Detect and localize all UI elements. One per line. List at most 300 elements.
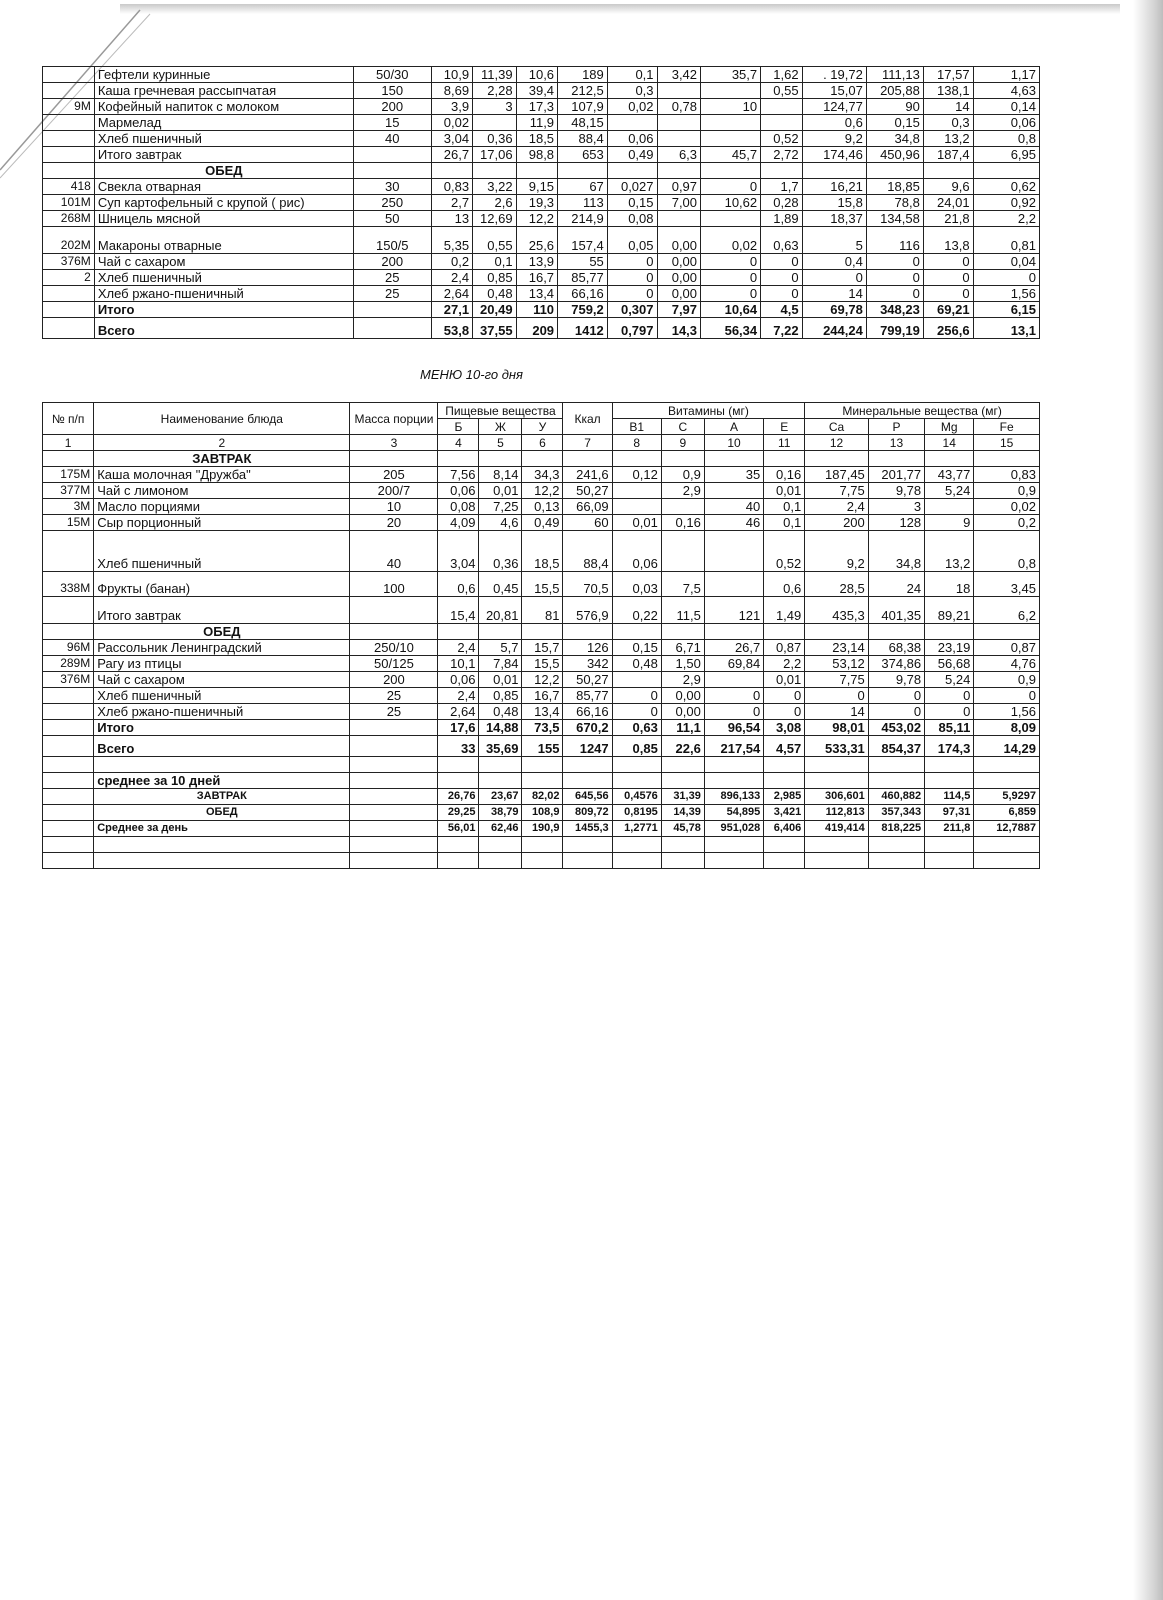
value-cell: 0,1 [764, 515, 805, 531]
row-code [43, 789, 94, 805]
value-cell: 9,6 [923, 179, 973, 195]
value-cell: 2,6 [473, 195, 517, 211]
value-cell: 15,5 [522, 656, 563, 672]
value-cell: 0 [701, 270, 761, 286]
value-cell: 116 [866, 227, 923, 254]
value-cell: 40 [704, 499, 763, 515]
value-cell: 0 [612, 688, 661, 704]
dish-name: Рагу из птицы [94, 656, 350, 672]
value-cell: 9,2 [805, 531, 869, 572]
value-cell: 13 [431, 211, 472, 227]
empty-cell [522, 624, 563, 640]
value-cell: 157,4 [558, 227, 608, 254]
portion-mass: 15 [353, 115, 431, 131]
empty-cell [438, 837, 479, 853]
value-cell: 5 [802, 227, 866, 254]
row-code [43, 147, 95, 163]
value-cell: 0 [973, 270, 1039, 286]
empty-cell [350, 837, 438, 853]
value-cell: 2,4 [805, 499, 869, 515]
value-cell: 107,9 [558, 99, 608, 115]
empty-cell [94, 837, 350, 853]
header-sub-1: Ж [479, 419, 522, 435]
portion-mass: 25 [353, 270, 431, 286]
value-cell: 187,45 [805, 467, 869, 483]
value-cell: 155 [522, 736, 563, 757]
value-cell: 951,028 [704, 821, 763, 837]
value-cell: 0,97 [657, 179, 701, 195]
empty-cell [612, 451, 661, 467]
empty-cell [805, 451, 869, 467]
value-cell: 19,3 [516, 195, 557, 211]
empty-cell [563, 757, 612, 773]
portion-mass: 200 [353, 254, 431, 270]
value-cell: 5,9297 [974, 789, 1040, 805]
empty-cell [94, 853, 350, 869]
value-cell: 0,9 [661, 467, 704, 483]
value-cell: 81 [522, 597, 563, 624]
value-cell: 10,62 [701, 195, 761, 211]
value-cell: 10,6 [516, 67, 557, 83]
value-cell: 0,55 [473, 227, 517, 254]
value-cell: 1455,3 [563, 821, 612, 837]
value-cell: 0 [974, 688, 1040, 704]
dish-name: Каша молочная "Дружба" [94, 467, 350, 483]
value-cell: 20,81 [479, 597, 522, 624]
value-cell: 0,63 [612, 720, 661, 736]
value-cell [473, 115, 517, 131]
empty-cell [805, 757, 869, 773]
value-cell: 2,9 [661, 672, 704, 688]
header-sub-0: Б [438, 419, 479, 435]
value-cell: 896,133 [704, 789, 763, 805]
value-cell: 73,5 [522, 720, 563, 736]
value-cell: 306,601 [805, 789, 869, 805]
empty-cell [563, 837, 612, 853]
value-cell: 9,78 [868, 672, 924, 688]
value-cell: 576,9 [563, 597, 612, 624]
value-cell: 2,4 [431, 270, 472, 286]
dish-name: Кофейный напиток с молоком [94, 99, 353, 115]
row-mass [350, 821, 438, 837]
value-cell: 50,27 [563, 483, 612, 499]
value-cell: 0 [805, 688, 869, 704]
row-code [43, 115, 95, 131]
portion-mass [353, 318, 431, 339]
value-cell: 113 [558, 195, 608, 211]
value-cell: 124,77 [802, 99, 866, 115]
row-code: 2 [43, 270, 95, 286]
value-cell: 56,68 [925, 656, 974, 672]
empty-cell [661, 451, 704, 467]
empty-cell [657, 163, 701, 179]
value-cell: 13,8 [923, 227, 973, 254]
value-cell: 3,04 [431, 131, 472, 147]
value-cell [612, 499, 661, 515]
portion-mass: 250/10 [350, 640, 438, 656]
value-cell: 0,4576 [612, 789, 661, 805]
empty-cell [704, 773, 763, 789]
table-row [43, 515, 1040, 531]
value-cell: 453,02 [868, 720, 924, 736]
value-cell [661, 531, 704, 572]
value-cell [701, 131, 761, 147]
header-sub-4: С [661, 419, 704, 435]
value-cell: 0,85 [473, 270, 517, 286]
table-row [43, 131, 1040, 147]
empty-cell [558, 163, 608, 179]
portion-mass: 25 [350, 704, 438, 720]
row-mass [350, 789, 438, 805]
value-cell: 8,09 [974, 720, 1040, 736]
empty-cell [353, 163, 431, 179]
value-cell: 15,07 [802, 83, 866, 99]
empty-cell [612, 624, 661, 640]
value-cell: 0 [612, 704, 661, 720]
value-cell: 34,3 [522, 467, 563, 483]
portion-mass: 40 [353, 131, 431, 147]
value-cell: 12,69 [473, 211, 517, 227]
value-cell: 7,00 [657, 195, 701, 211]
empty-cell [522, 757, 563, 773]
portion-mass: 205 [350, 467, 438, 483]
value-cell: 35,69 [479, 736, 522, 757]
empty-cell [563, 624, 612, 640]
empty-cell [350, 773, 438, 789]
scan-shadow-top [120, 4, 1120, 14]
value-cell: 46 [704, 515, 763, 531]
value-cell: 0,14 [973, 99, 1039, 115]
value-cell: 0,92 [973, 195, 1039, 211]
value-cell: 22,6 [661, 736, 704, 757]
row-code: 376М [43, 672, 94, 688]
value-cell: 108,9 [522, 805, 563, 821]
value-cell: 0,6 [802, 115, 866, 131]
value-cell: 0,04 [973, 254, 1039, 270]
header-dish-name: Наименование блюда [94, 403, 350, 435]
value-cell: 1247 [563, 736, 612, 757]
row-code [43, 286, 95, 302]
value-cell: 3 [868, 499, 924, 515]
value-cell: 190,9 [522, 821, 563, 837]
value-cell: 0 [866, 254, 923, 270]
row-code [43, 736, 94, 757]
value-cell: 201,77 [868, 467, 924, 483]
value-cell: 6,2 [974, 597, 1040, 624]
value-cell: 24,01 [923, 195, 973, 211]
average-title: среднее за 10 дней [94, 773, 350, 789]
value-cell: 0,28 [761, 195, 802, 211]
value-cell: 7,84 [479, 656, 522, 672]
value-cell: 89,21 [925, 597, 974, 624]
dish-name: Всего [94, 318, 353, 339]
row-code [43, 318, 95, 339]
empty-cell [479, 624, 522, 640]
value-cell: 0,2 [974, 515, 1040, 531]
header-colnum: 15 [974, 435, 1040, 451]
value-cell: 78,8 [866, 195, 923, 211]
value-cell: 0,16 [764, 467, 805, 483]
value-cell: 533,31 [805, 736, 869, 757]
value-cell: 211,8 [925, 821, 974, 837]
value-cell: 0,00 [657, 254, 701, 270]
empty-cell [923, 163, 973, 179]
value-cell: 2,2 [973, 211, 1039, 227]
section-title: ОБЕД [94, 624, 350, 640]
value-cell: 0,36 [473, 131, 517, 147]
value-cell: 33 [438, 736, 479, 757]
average-row [43, 821, 1040, 837]
average-row [43, 805, 1040, 821]
value-cell: 18,85 [866, 179, 923, 195]
total-row [43, 318, 1040, 339]
row-code [43, 131, 95, 147]
value-cell: 0,8 [973, 131, 1039, 147]
table-row [43, 640, 1040, 656]
value-cell: 7,22 [761, 318, 802, 339]
average-label: Среднее за день [94, 821, 350, 837]
value-cell: 7,5 [661, 572, 704, 597]
value-cell: 0,1 [607, 67, 657, 83]
value-cell: 53,12 [805, 656, 869, 672]
value-cell: 1,7 [761, 179, 802, 195]
value-cell [704, 572, 763, 597]
row-code: 202М [43, 227, 95, 254]
dish-name: Итого завтрак [94, 597, 350, 624]
value-cell: 9,15 [516, 179, 557, 195]
dish-name: Суп картофельный с крупой ( рис) [94, 195, 353, 211]
value-cell: 28,5 [805, 572, 869, 597]
row-mass [350, 805, 438, 821]
value-cell: 2,64 [431, 286, 472, 302]
value-cell: 0 [925, 704, 974, 720]
value-cell: 45,7 [701, 147, 761, 163]
value-cell: 35 [704, 467, 763, 483]
value-cell: 241,6 [563, 467, 612, 483]
value-cell: 0,06 [438, 483, 479, 499]
value-cell: 2,7 [431, 195, 472, 211]
empty-cell [522, 853, 563, 869]
empty-cell [431, 163, 472, 179]
table-row [43, 67, 1040, 83]
value-cell: 653 [558, 147, 608, 163]
empty-cell [479, 451, 522, 467]
value-cell: 0,8195 [612, 805, 661, 821]
value-cell: 0,49 [607, 147, 657, 163]
portion-mass: 200/7 [350, 483, 438, 499]
value-cell: 5,35 [431, 227, 472, 254]
value-cell: 10 [701, 99, 761, 115]
value-cell [661, 499, 704, 515]
table-row [43, 115, 1040, 131]
value-cell: 0,48 [473, 286, 517, 302]
empty-cell [612, 853, 661, 869]
empty-cell [764, 773, 805, 789]
value-cell: 17,3 [516, 99, 557, 115]
average-label: ОБЕД [94, 805, 350, 821]
empty-cell [974, 757, 1040, 773]
value-cell: 68,38 [868, 640, 924, 656]
empty-cell [704, 624, 763, 640]
value-cell: 12,7887 [974, 821, 1040, 837]
section-row [43, 624, 1040, 640]
value-cell: 111,13 [866, 67, 923, 83]
value-cell: 6,15 [973, 302, 1039, 318]
subtotal-row [43, 302, 1040, 318]
empty-cell [563, 451, 612, 467]
value-cell: 1,89 [761, 211, 802, 227]
value-cell: 3,08 [764, 720, 805, 736]
value-cell: 0,78 [657, 99, 701, 115]
value-cell: 7,75 [805, 672, 869, 688]
portion-mass: 20 [350, 515, 438, 531]
value-cell: 0 [701, 179, 761, 195]
value-cell: 0,307 [607, 302, 657, 318]
value-cell: 0,87 [974, 640, 1040, 656]
section-title: ОБЕД [94, 163, 353, 179]
empty-cell [438, 853, 479, 869]
row-code: 101М [43, 195, 95, 211]
empty-cell [473, 163, 517, 179]
row-code [43, 597, 94, 624]
dish-name: Шницель мясной [94, 211, 353, 227]
empty-cell [612, 773, 661, 789]
header-colnum: 6 [522, 435, 563, 451]
value-cell: 2,4 [438, 688, 479, 704]
value-cell: 98,01 [805, 720, 869, 736]
value-cell: 435,3 [805, 597, 869, 624]
value-cell: 43,77 [925, 467, 974, 483]
value-cell: 0,16 [661, 515, 704, 531]
value-cell [925, 499, 974, 515]
value-cell: 670,2 [563, 720, 612, 736]
value-cell: 0,45 [479, 572, 522, 597]
empty-cell [661, 853, 704, 869]
empty-cell [764, 837, 805, 853]
value-cell: 13,1 [973, 318, 1039, 339]
header-number: № п/п [43, 403, 94, 435]
value-cell: 205,88 [866, 83, 923, 99]
value-cell [701, 83, 761, 99]
value-cell: 244,24 [802, 318, 866, 339]
header-colnum: 13 [868, 435, 924, 451]
value-cell: 34,8 [868, 531, 924, 572]
row-code [43, 163, 95, 179]
empty-cell [973, 163, 1039, 179]
header-colnum: 12 [805, 435, 869, 451]
value-cell: 18,37 [802, 211, 866, 227]
value-cell: . 19,72 [802, 67, 866, 83]
empty-cell [925, 624, 974, 640]
dish-name: Чай с сахаром [94, 672, 350, 688]
value-cell: 26,7 [431, 147, 472, 163]
empty-cell [350, 853, 438, 869]
portion-mass: 150 [353, 83, 431, 99]
header-colnum: 14 [925, 435, 974, 451]
value-cell: 0,12 [612, 467, 661, 483]
value-cell: 11,39 [473, 67, 517, 83]
value-cell: 0,02 [701, 227, 761, 254]
value-cell: 14 [802, 286, 866, 302]
table-row [43, 704, 1040, 720]
empty-cell [868, 757, 924, 773]
value-cell: 25,6 [516, 227, 557, 254]
value-cell: 0 [866, 286, 923, 302]
empty-cell [563, 853, 612, 869]
empty-cell [479, 837, 522, 853]
header-sub-7: Ca [805, 419, 869, 435]
empty-cell [802, 163, 866, 179]
value-cell: 55 [558, 254, 608, 270]
dish-name: Итого [94, 302, 353, 318]
row-code [43, 773, 94, 789]
row-code: 9М [43, 99, 95, 115]
value-cell: 88,4 [563, 531, 612, 572]
dish-name: Фрукты (банан) [94, 572, 350, 597]
value-cell: 66,16 [558, 286, 608, 302]
value-cell: 50,27 [563, 672, 612, 688]
dish-name: Итого [94, 720, 350, 736]
row-code: 418 [43, 179, 95, 195]
value-cell: 14 [805, 704, 869, 720]
empty-cell [868, 773, 924, 789]
table-row [43, 499, 1040, 515]
value-cell: 1,2771 [612, 821, 661, 837]
value-cell: 1,56 [973, 286, 1039, 302]
value-cell: 31,39 [661, 789, 704, 805]
empty-cell [94, 757, 350, 773]
value-cell: 0,9 [974, 672, 1040, 688]
value-cell: 11,9 [516, 115, 557, 131]
value-cell [704, 531, 763, 572]
row-code [43, 624, 94, 640]
scan-shadow-right [1133, 0, 1163, 1600]
empty-cell [764, 853, 805, 869]
value-cell: 38,79 [479, 805, 522, 821]
row-code: 3М [43, 499, 94, 515]
subtotal-row [43, 720, 1040, 736]
row-code [43, 531, 94, 572]
value-cell: 35,7 [701, 67, 761, 83]
row-code [43, 821, 94, 837]
value-cell: 0,15 [866, 115, 923, 131]
empty-cell [350, 757, 438, 773]
value-cell: 13,2 [925, 531, 974, 572]
value-cell: 0,3 [923, 115, 973, 131]
value-cell: 0,01 [479, 483, 522, 499]
empty-cell [974, 624, 1040, 640]
value-cell: 8,69 [431, 83, 472, 99]
value-cell: 10,64 [701, 302, 761, 318]
header-minerals: Минеральные вещества (мг) [805, 403, 1040, 419]
empty-cell [612, 837, 661, 853]
value-cell: 69,84 [704, 656, 763, 672]
value-cell: 0,02 [431, 115, 472, 131]
row-code: 377М [43, 483, 94, 499]
value-cell: 13,4 [522, 704, 563, 720]
dish-name: Чай с лимоном [94, 483, 350, 499]
menu-title: МЕНЮ 10-го дня [420, 367, 523, 382]
value-cell: 1,62 [761, 67, 802, 83]
value-cell: 6,859 [974, 805, 1040, 821]
value-cell: 2,64 [438, 704, 479, 720]
table-row [43, 179, 1040, 195]
table-row [43, 227, 1040, 254]
value-cell: 88,4 [558, 131, 608, 147]
value-cell: 98,8 [516, 147, 557, 163]
value-cell: 14,29 [974, 736, 1040, 757]
empty-cell [925, 773, 974, 789]
